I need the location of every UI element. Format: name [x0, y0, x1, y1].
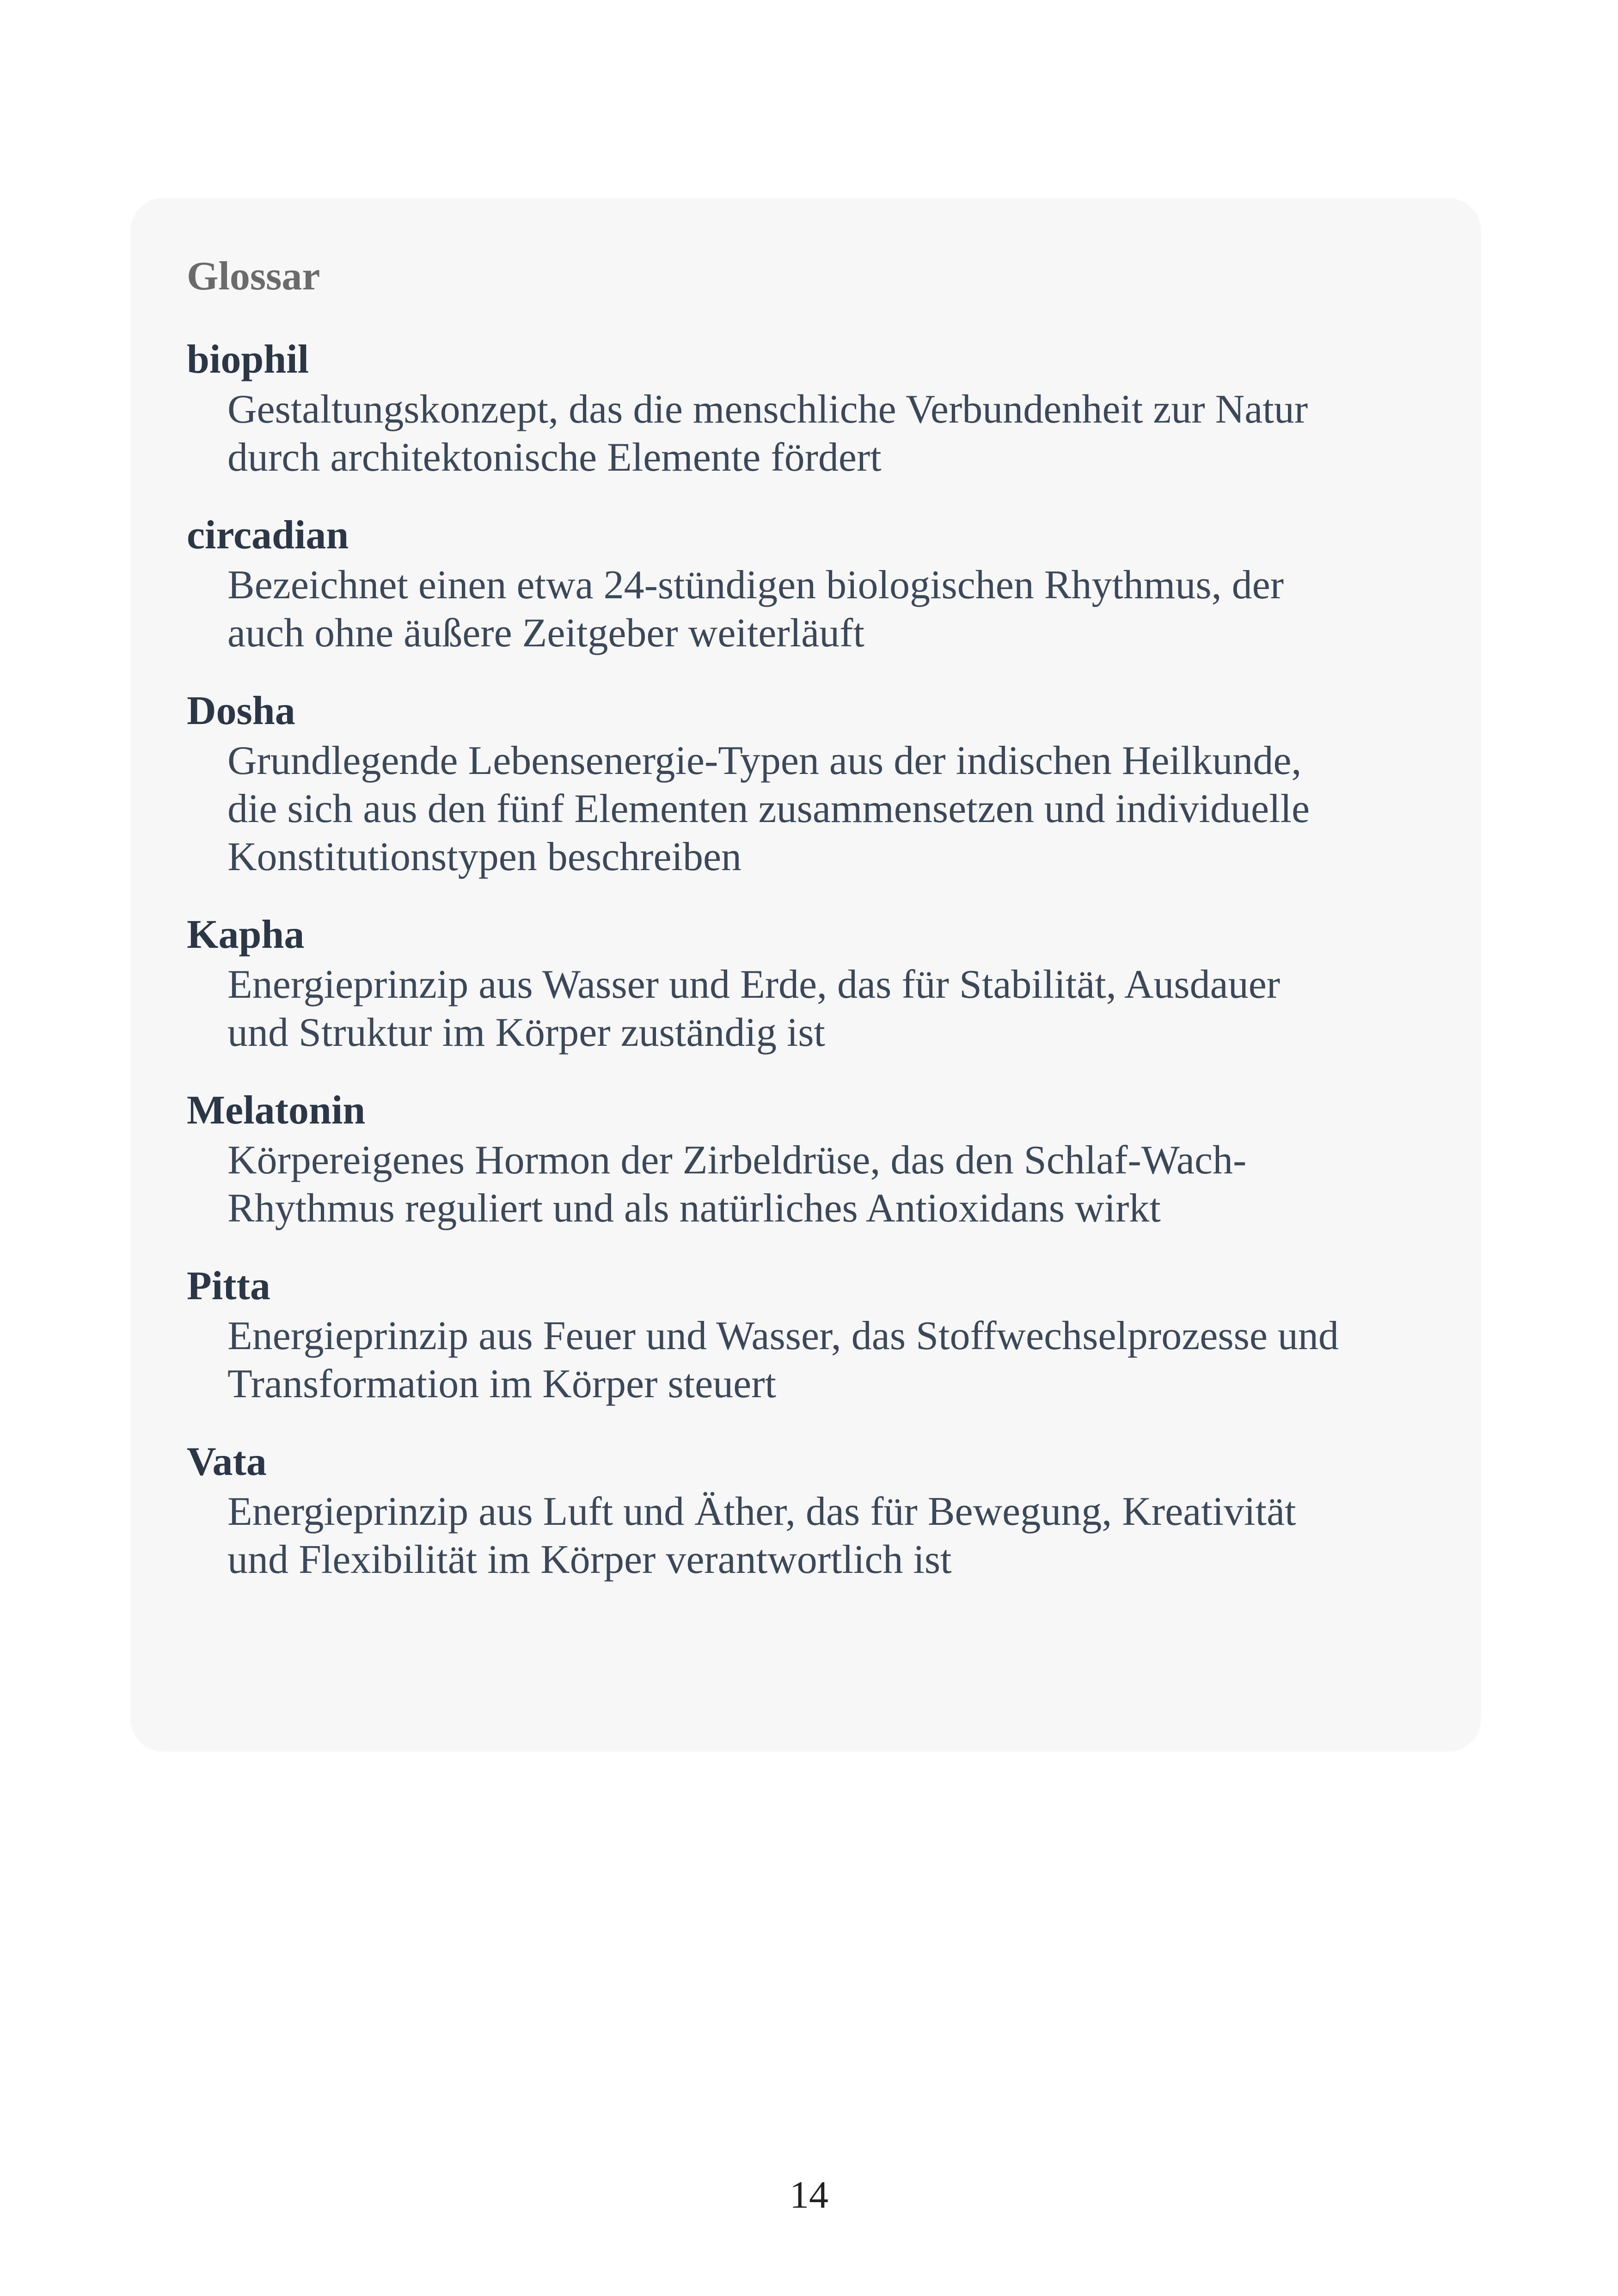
glossary-definition: [227, 1312, 1466, 1408]
glossary-definition: [227, 737, 1466, 881]
glossary-box: [130, 198, 1481, 1752]
glossary-definition: [227, 561, 1466, 657]
glossary-term: circadian: [187, 513, 349, 558]
glossary-term: Pitta: [187, 1264, 270, 1308]
definition-line: Konstitutionstypen beschreiben: [227, 835, 742, 879]
definition-line: Bezeichnet einen etwa 24-stündigen biologischen Rhythmus, der: [227, 563, 1284, 608]
glossary-definition: [227, 1136, 1466, 1233]
glossary-entry: [187, 688, 1481, 881]
definition-line: Energieprinzip aus Wasser und Erde, das für Stabilität, Ausdauer: [227, 962, 1281, 1007]
glossary-entry: [187, 1263, 1481, 1408]
definition-line: die sich aus den fünf Elementen zusammensetzen und individuelle: [227, 786, 1310, 831]
definition-line: Energieprinzip aus Feuer und Wasser, das Stoffwechselprozesse und: [227, 1314, 1339, 1358]
definition-line: Grundlegende Lebensenergie-Typen aus der indischen Heilkunde,: [227, 738, 1302, 783]
definition-line: Transformation im Körper steuert: [227, 1362, 776, 1406]
definition-line: Rhythmus reguliert und als natürliches Antioxidans wirkt: [227, 1186, 1161, 1231]
page-number: 14: [790, 2173, 828, 2216]
definition-line: auch ohne äußere Zeitgeber weiterläuft: [227, 611, 864, 656]
definition-line: durch architektonische Elemente fördert: [227, 435, 882, 480]
glossary-definition: [227, 386, 1466, 482]
glossary-entry: [187, 1087, 1481, 1233]
glossary-entries: [187, 337, 1481, 1584]
glossary-entry: [187, 337, 1481, 482]
definition-line: Körpereigenes Hormon der Zirbeldrüse, das den Schlaf-Wach-: [227, 1138, 1247, 1183]
glossary-title: Glossar: [187, 254, 320, 299]
glossary-term: Kapha: [187, 912, 305, 957]
glossary-entry: [187, 1439, 1481, 1584]
glossary-term: Dosha: [187, 688, 295, 733]
glossary-entry: [187, 912, 1481, 1057]
glossary-term: Melatonin: [187, 1088, 366, 1133]
definition-line: Energieprinzip aus Luft und Äther, das für Bewegung, Kreativität: [227, 1489, 1296, 1534]
glossary-entry: [187, 512, 1481, 657]
definition-line: Gestaltungskonzept, das die menschliche Verbundenheit zur Natur: [227, 387, 1308, 432]
glossary-definition: [227, 961, 1466, 1057]
glossary-term: Vata: [187, 1439, 267, 1484]
definition-line: und Flexibilität im Körper verantwortlich ist: [227, 1537, 952, 1582]
definition-line: und Struktur im Körper zuständig ist: [227, 1010, 825, 1055]
glossary-term: biophil: [187, 337, 309, 382]
glossary-definition: [227, 1488, 1466, 1584]
